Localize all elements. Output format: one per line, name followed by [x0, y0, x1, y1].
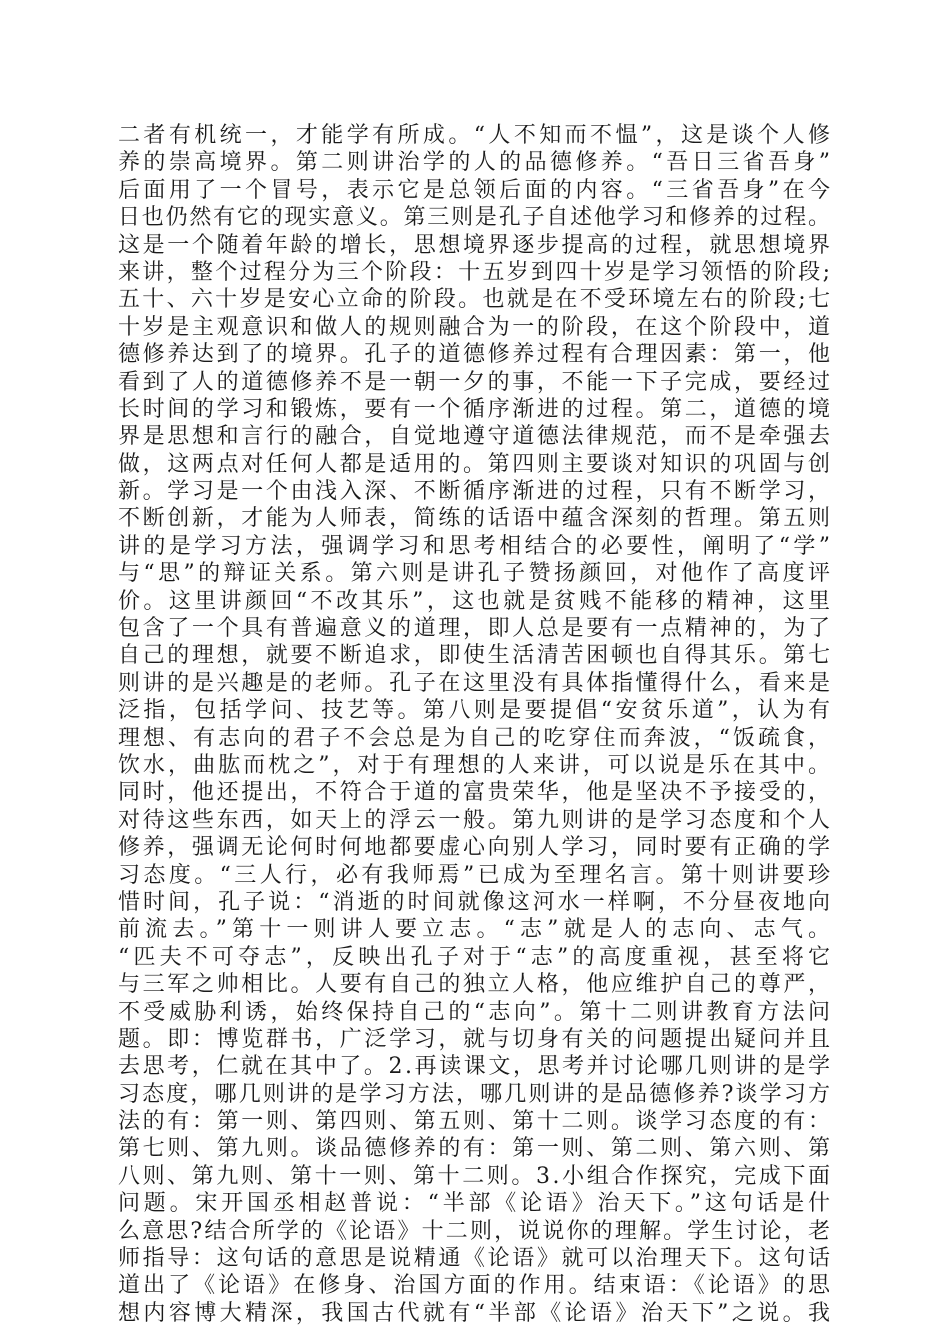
text-line: 想内容博大精深，我国古代就有“半部《论语》治天下”之说。我: [118, 1300, 834, 1326]
text-line: 来讲，整个过程分为三个阶段：十五岁到四十岁是学习领悟的阶段;: [118, 259, 833, 285]
text-line: 法的有：第一则、第四则、第五则、第十二则。谈学习态度的有：: [118, 1109, 833, 1135]
text-line: 理想、有志向的君子不会总是为自己的吃穿住而奔波，“饭疏食，: [118, 725, 834, 751]
text-line: 自己的理想，就要不断追求，即使生活清苦困顿也自得其乐。第七: [118, 643, 833, 669]
text-line: 去思考，仁就在其中了。2.再读课文，思考并讨论哪几则讲的是学: [118, 1054, 833, 1080]
text-line: 习态度。“三人行，必有我师焉”已成为至理名言。第十则讲要珍: [118, 862, 834, 888]
text-line: 与“思”的辩证关系。第六则是讲孔子赞扬颜回，对他作了高度评: [118, 561, 834, 587]
text-line: 第七则、第九则。谈品德修养的有：第一则、第二则、第六则、第: [118, 1136, 833, 1162]
text-line: 新。学习是一个由浅入深、不断循序渐进的过程，只有不断学习，: [118, 479, 833, 505]
text-line: 不断创新，才能为人师表，简练的话语中蕴含深刻的哲理。第五则: [118, 506, 833, 532]
text-line: 后面用了一个冒号，表示它是总领后面的内容。“三省吾身”在今: [118, 177, 834, 203]
text-line: 题。即：博览群书，广泛学习，就与切身有关的问题提出疑问并且: [118, 1026, 833, 1052]
text-line: 讲的是学习方法，强调学习和思考相结合的必要性，阐明了“学”: [118, 533, 834, 559]
text-line: 师指导：这句话的意思是说精通《论语》就可以治理天下。这句话: [118, 1246, 833, 1272]
text-line: 做，这两点对任何人都是适用的。第四则主要谈对知识的巩固与创: [118, 451, 833, 477]
text-line: 二者有机统一，才能学有所成。“人不知而不愠”，这是谈个人修: [118, 123, 834, 148]
text-line: 十岁是主观意识和做人的规则融合为一的阶段，在这个阶段中，道: [118, 314, 833, 340]
text-line: 道出了《论语》在修身、治国方面的作用。结束语：《论语》的思: [118, 1273, 834, 1299]
text-line: 问题。宋开国丞相赵普说：“半部《论语》治天下。”这句话是什: [118, 1191, 834, 1217]
text-line: 么意思?结合所学的《论语》十二则，说说你的理解。学生讨论，老: [118, 1218, 833, 1244]
text-line: 德修养达到了的境界。孔子的道德修养过程有合理因素：第一，他: [118, 342, 833, 368]
text-line: 养的崇高境界。第二则讲治学的人的品德修养。“吾日三省吾身”: [118, 150, 834, 176]
text-line: 则讲的是兴趣是的老师。孔子在这里没有具体指懂得什么，看来是: [118, 670, 833, 696]
text-line: 五十、六十岁是安心立命的阶段。也就是在不受环境左右的阶段;七: [118, 287, 833, 313]
text-line: 不受威胁利诱，始终保持自己的“志向”。第十二则讲教育方法问: [118, 999, 834, 1025]
body-text: [118, 122, 836, 1327]
text-line: 同时，他还提出，不符合于道的富贵荣华，他是坚决不予接受的，: [118, 780, 833, 806]
text-line: 饮水，曲肱而枕之”，对于有理想的人来讲，可以说是乐在其中。: [118, 752, 834, 778]
text-line: 惜时间，孔子说：“消逝的时间就像这河水一样啊，不分昼夜地向: [118, 889, 834, 915]
text-line: 八则、第九则、第十一则、第十二则。3.小组合作探究，完成下面: [118, 1163, 833, 1189]
text-line: 泛指，包括学问、技艺等。第八则是要提倡“安贫乐道”，认为有: [118, 698, 834, 724]
text-line: 长时间的学习和锻炼，要有一个循序渐进的过程。第二，道德的境: [118, 396, 833, 422]
text-line: 包含了一个具有普遍意义的道理，即人总是要有一点精神的，为了: [118, 616, 833, 642]
text-line: 对待这些东西，如天上的浮云一般。第九则讲的是学习态度和个人: [118, 807, 833, 833]
text-line: 界是思想和言行的融合，自觉地遵守道德法律规范，而不是牵强去: [118, 424, 833, 450]
text-line: 习态度，哪几则讲的是学习方法，哪几则讲的是品德修养?谈学习方: [118, 1081, 833, 1107]
text-line: 日也仍然有它的现实意义。第三则是孔子自述他学习和修养的过程。: [118, 205, 832, 231]
text-line: 前流去。”第十一则讲人要立志。“志”就是人的志向、志气。: [118, 917, 836, 943]
text-line: 修养，强调无论何时何地都要虚心向别人学习，同时要有正确的学: [118, 835, 833, 861]
text-line: “匹夫不可夺志”，反映出孔子对于“志”的高度重视，甚至将它: [118, 944, 835, 970]
text-line: 价。这里讲颜回“不改其乐”，这也就是贫贱不能移的精神，这里: [118, 588, 834, 614]
text-line: 看到了人的道德修养不是一朝一夕的事，不能一下子完成，要经过: [118, 369, 833, 395]
text-line: 与三军之帅相比。人要有自己的独立人格，他应维护自己的尊严，: [118, 972, 833, 998]
text-line: 这是一个随着年龄的增长，思想境界逐步提高的过程，就思想境界: [118, 232, 833, 258]
